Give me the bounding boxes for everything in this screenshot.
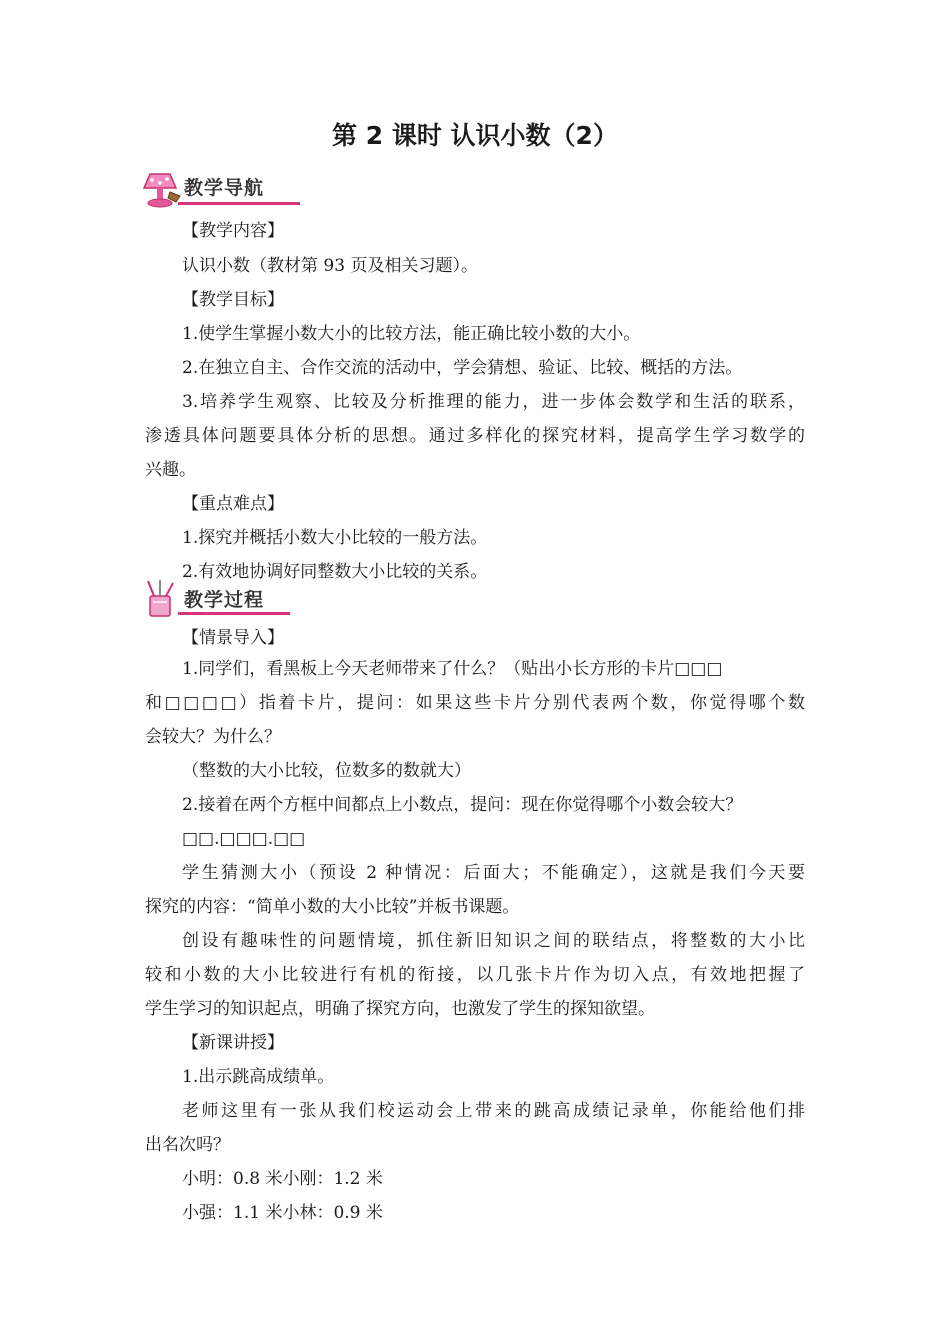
text-line: 出名次吗？ — [145, 1135, 230, 1155]
text-line: 1.同学们，看黑板上今天老师带来了什么？（贴出小长方形的卡片□□□ — [182, 659, 723, 679]
heading-scenario-intro: 【情景导入】 — [182, 628, 284, 648]
text-line: 1.使学生掌握小数大小的比较方法，能正确比较小数的大小。 — [182, 324, 641, 344]
section-banner-teaching-nav — [140, 166, 300, 210]
text-line: 2.在独立自主、合作交流的活动中，学会猜想、验证、比较、概括的方法。 — [182, 358, 743, 378]
text-line: 学生学习的知识起点，明确了探究方向，也激发了学生的探知欲望。 — [145, 999, 655, 1019]
heading-new-lesson: 【新课讲授】 — [182, 1033, 284, 1053]
banner-label: 教学导航 — [184, 177, 265, 199]
text-line: 小明：0.8 米小刚：1.2 米 — [182, 1169, 383, 1189]
pink-penholder-icon — [140, 578, 184, 622]
text-line: （整数的大小比较，位数多的数就大） — [182, 761, 471, 781]
text-line: 渗透具体问题要具体分析的思想。通过多样化的探究材料，提高学生学习数学的 — [145, 426, 805, 446]
banner-underline — [178, 612, 290, 615]
text-line: 2.有效地协调好同整数大小比较的关系。 — [182, 562, 488, 582]
text-line: 创设有趣味性的问题情境，抓住新旧知识之间的联结点，将整数的大小比 — [182, 931, 805, 951]
section-banner-teaching-process — [140, 578, 290, 622]
text-line: 老师这里有一张从我们校运动会上带来的跳高成绩记录单，你能给他们排 — [182, 1101, 805, 1121]
text-line: 和□□□□）指着卡片，提问：如果这些卡片分别代表两个数，你觉得哪个数 — [145, 693, 805, 713]
text-line: 1.探究并概括小数大小比较的一般方法。 — [182, 528, 488, 548]
text-line: 2.接着在两个方框中间都点上小数点，提问：现在你觉得哪个小数会较大？ — [182, 795, 743, 815]
banner-label: 教学过程 — [184, 589, 265, 611]
heading-key-difficulties: 【重点难点】 — [182, 494, 284, 514]
text-line: 认识小数（教材第 93 页及相关习题）。 — [182, 256, 478, 276]
text-line: 小强：1.1 米小林：0.9 米 — [182, 1203, 383, 1223]
text-line: 1.出示跳高成绩单。 — [182, 1067, 335, 1087]
text-line: 探究的内容：“简单小数的大小比较”并板书课题。 — [145, 897, 520, 917]
text-line: 学生猜测大小（预设 2 种情况：后面大；不能确定），这就是我们今天要 — [182, 863, 805, 883]
page-title: 第 2 课时 认识小数（2） — [332, 121, 618, 150]
text-line: 较和小数的大小比较进行有机的衔接，以几张卡片作为切入点，有效地把握了 — [145, 965, 805, 985]
text-line: 兴趣。 — [145, 460, 196, 480]
text-line: 会较大？为什么？ — [145, 727, 281, 747]
text-line: □□.□□□.□□ — [182, 829, 306, 849]
heading-teaching-goals: 【教学目标】 — [182, 290, 284, 310]
text-line: 3.培养学生观察、比较及分析推理的能力，进一步体会数学和生活的联系， — [182, 392, 805, 412]
heading-teaching-content: 【教学内容】 — [182, 221, 284, 241]
banner-underline — [178, 202, 300, 205]
